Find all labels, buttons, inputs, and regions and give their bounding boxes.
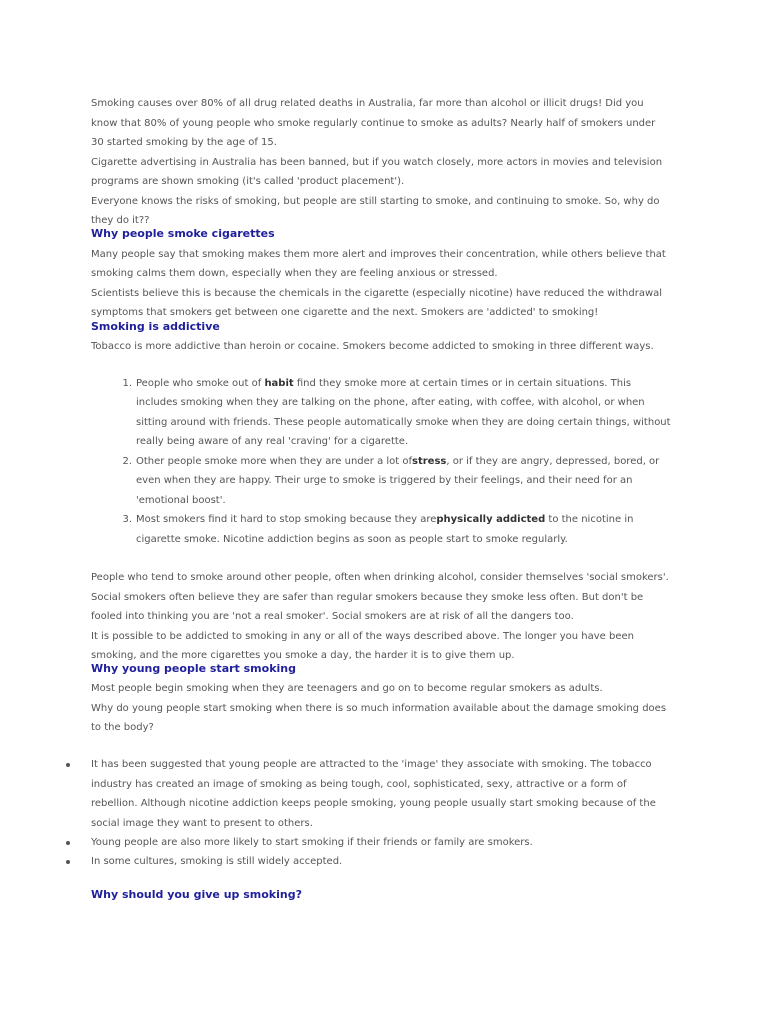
intro-line: 30 started smoking by the age of 15. (91, 137, 277, 148)
list-item-line: 'emotional boost'. (136, 495, 226, 506)
section-heading: Why young people start smoking (91, 662, 296, 675)
list-item-line: sitting around with friends. These people automatically smoke when they are doing certain things, without (136, 417, 671, 428)
intro-line: know that 80% of young people who smoke regularly continue to smoke as adults? Nearly half of smokers under (91, 118, 656, 129)
paragraph-line: Tobacco is more addictive than heroin or cocaine. Smokers become addicted to smoking in three different ways. (91, 341, 654, 352)
list-item-line: really being aware of any real 'craving' for a cigarette. (136, 436, 409, 447)
bold-term: habit (264, 378, 294, 389)
section-heading: Smoking is addictive (91, 320, 220, 333)
bullet-item-line: social image they want to present to others. (91, 818, 313, 829)
bullet-item-line: industry has created an image of smoking as being tough, cool, sophisticated, sexy, attractive or a form of (91, 779, 627, 790)
paragraph-line: smoking calms them down, especially when they are feeling anxious or stressed. (91, 268, 498, 279)
bullet-item-line: rebellion. Although nicotine addiction keeps people smoking, young people usually start smoking because of the (91, 798, 656, 809)
section-heading: Why should you give up smoking? (91, 888, 302, 901)
bullet-icon (66, 841, 70, 845)
paragraph-line: smoking, and the more cigarettes you smoke a day, the harder it is to give them up. (91, 650, 515, 661)
list-number: 2. (122, 456, 132, 467)
paragraph-line: Why do young people start smoking when there is so much information available about the damage smoking does (91, 703, 667, 714)
paragraph-line: Most people begin smoking when they are teenagers and go on to become regular smokers as adults. (91, 683, 603, 694)
list-item: People who smoke out of habit find they smoke more at certain times or in certain situations. This (136, 378, 632, 389)
bullet-icon (66, 860, 70, 864)
paragraph-line: to the body? (91, 722, 154, 733)
intro-line: programs are shown smoking (it's called 'product placement'). (91, 176, 405, 187)
bullet-icon (66, 763, 70, 767)
paragraph-line: symptoms that smokers get between one cigarette and the next. Smokers are 'addicted' to smoking! (91, 307, 599, 318)
paragraph-line: Social smokers often believe they are safer than regular smokers because they smoke less often. But don't be (91, 592, 644, 603)
list-item: Other people smoke more when they are under a lot ofstress, or if they are angry, depressed, bored, or (136, 456, 660, 467)
section-heading: Why people smoke cigarettes (91, 227, 275, 240)
list-item: Most smokers find it hard to stop smoking because they arephysically addicted to the nicotine in (136, 514, 634, 525)
paragraph-line: People who tend to smoke around other people, often when drinking alcohol, consider themselves 'social smokers'. (91, 572, 669, 583)
paragraph-line: It is possible to be addicted to smoking in any or all of the ways described above. The longer you have been (91, 631, 635, 642)
bullet-item-line: Young people are also more likely to start smoking if their friends or family are smokers. (91, 837, 533, 848)
list-number: 3. (122, 514, 132, 525)
paragraph-line: Many people say that smoking makes them more alert and improves their concentration, while others believe that (91, 249, 666, 260)
bold-term: physically addicted (436, 514, 546, 525)
list-number: 1. (122, 378, 132, 389)
intro-line: Everyone knows the risks of smoking, but people are still starting to smoke, and continuing to smoke. So, why do (91, 196, 660, 207)
intro-line: Cigarette advertising in Australia has been banned, but if you watch closely, more actors in movies and television (91, 157, 663, 168)
paragraph-line: fooled into thinking you are 'not a real smoker'. Social smokers are at risk of all the dangers too. (91, 611, 574, 622)
bullet-item-line: It has been suggested that young people are attracted to the 'image' they associate with smoking. The tobacco (91, 759, 652, 770)
bullet-item-line: In some cultures, smoking is still widely accepted. (91, 856, 343, 867)
bold-term: stress (412, 456, 447, 467)
list-item-line: includes smoking when they are talking on the phone, after eating, with coffee, with alcohol, or when (136, 397, 645, 408)
intro-line: they do it?? (91, 215, 150, 226)
list-item-line: even when they are happy. Their urge to smoke is triggered by their feelings, and their need for an (136, 475, 633, 486)
paragraph-line: Scientists believe this is because the chemicals in the cigarette (especially nicotine) have reduced the withdrawal (91, 288, 663, 299)
intro-line: Smoking causes over 80% of all drug related deaths in Australia, far more than alcohol or illicit drugs! Did you (91, 98, 644, 109)
list-item-line: cigarette smoke. Nicotine addiction begins as soon as people start to smoke regularly. (136, 534, 568, 545)
